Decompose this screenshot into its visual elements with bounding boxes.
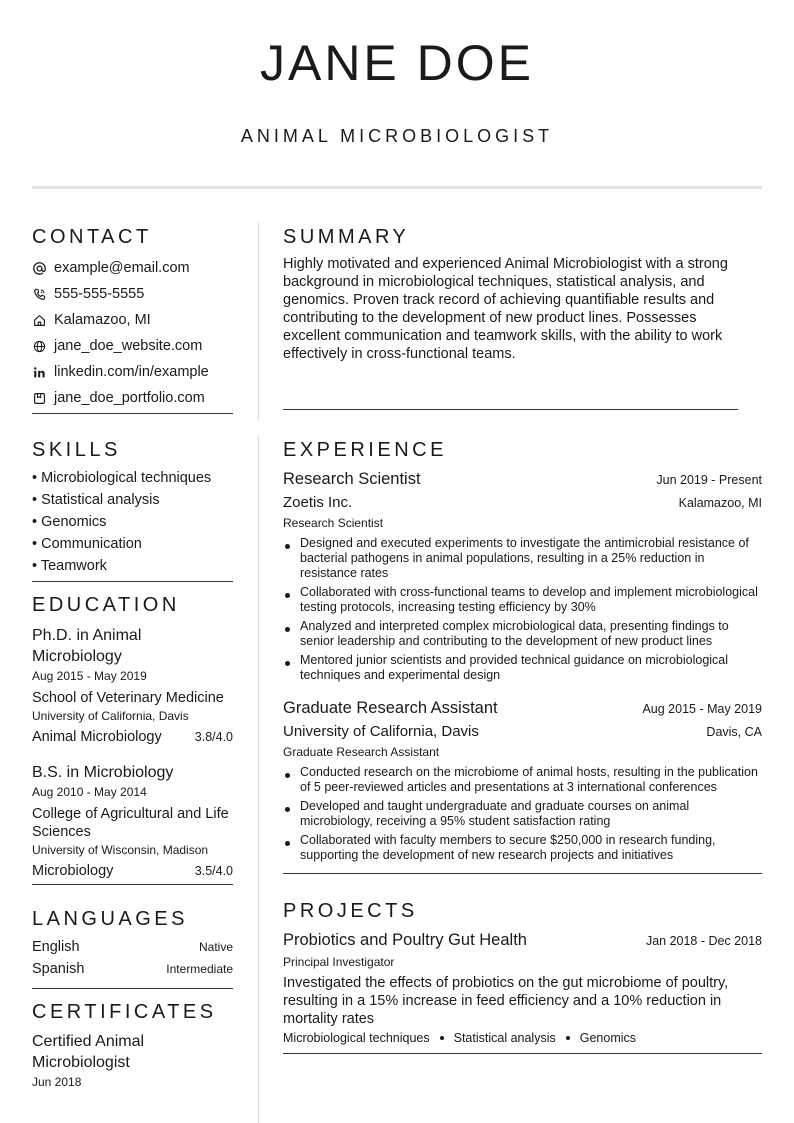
experience-heading: EXPERIENCE	[283, 439, 447, 461]
job-bullets	[283, 765, 762, 863]
contact-phone-text: 555-555-5555	[54, 286, 145, 302]
summary-section	[283, 224, 747, 410]
candidate-title: ANIMAL MICROBIOLOGIST	[240, 126, 554, 146]
education-field: Microbiology	[32, 863, 114, 879]
projects-section	[283, 898, 762, 1054]
education-university: University of California, Davis	[32, 709, 189, 723]
project-tag: Microbiological techniques	[283, 1031, 430, 1045]
project-description: Investigated the effects of probiotics on the gut microbiome of poultry, resulting in a 15% increase in feed efficiency and a 10% reduction in mortality rates	[283, 975, 729, 1027]
project-role: Principal Investigator	[283, 955, 395, 969]
certificates-heading: CERTIFICATES	[32, 1001, 217, 1023]
project-dates: Jan 2018 - Dec 2018	[645, 934, 762, 948]
language-level: Native	[198, 940, 233, 954]
certificate-entry	[32, 1031, 233, 1092]
skill-item: • Statistical analysis	[32, 492, 160, 508]
skills-section	[32, 437, 233, 582]
job-bullet: Analyzed and interpreted complex microbiological data, presenting findings to senior leadership and contributing to the development of new product lines	[283, 619, 762, 649]
skills-heading: SKILLS	[32, 439, 121, 461]
column-divider-bottom	[258, 436, 259, 1123]
skill-item: • Communication	[32, 536, 142, 552]
language-level: Intermediate	[166, 962, 233, 976]
education-section	[32, 592, 233, 885]
education-entry	[32, 762, 233, 880]
phone-icon	[32, 287, 47, 302]
candidate-name: JANE DOE	[259, 35, 535, 91]
column-divider-top	[258, 222, 259, 420]
tag-separator-dot	[566, 1036, 570, 1040]
certificate-name: Certified Animal Microbiologist	[32, 1033, 145, 1071]
projects-heading: PROJECTS	[283, 900, 418, 922]
education-university: University of Wisconsin, Madison	[32, 843, 209, 857]
certificates-section	[32, 999, 233, 1092]
job-company: Zoetis Inc.	[283, 494, 353, 511]
contact-portfolio-text: jane_doe_portfolio.com	[54, 390, 205, 406]
job-title: Research Scientist	[283, 470, 421, 488]
education-heading: EDUCATION	[32, 594, 180, 616]
language-item	[32, 958, 233, 980]
education-degree: B.S. in Microbiology	[32, 764, 174, 781]
contact-website[interactable]	[32, 333, 233, 359]
job-title: Graduate Research Assistant	[283, 699, 498, 717]
skill-item: • Teamwork	[32, 558, 107, 574]
contact-phone[interactable]	[32, 281, 233, 307]
job-location: Davis, CA	[706, 725, 762, 739]
skill-item: • Microbiological techniques	[32, 470, 212, 486]
globe-icon	[32, 339, 47, 354]
education-school: College of Agricultural and Life Sciences	[32, 806, 229, 840]
summary-divider	[283, 409, 738, 410]
experience-section	[283, 437, 762, 874]
home-icon	[32, 313, 47, 328]
project-tag: Genomics	[579, 1031, 637, 1045]
project-title: Probiotics and Poultry Gut Health	[283, 931, 527, 949]
contact-linkedin[interactable]	[32, 359, 233, 385]
contact-location	[32, 307, 233, 333]
job-entry	[283, 697, 762, 874]
job-bullet: Collaborated with faculty members to secure $250,000 in research funding, supporting the development of new research projects and initiatives	[283, 833, 762, 863]
education-gpa: 3.5/4.0	[194, 864, 233, 878]
education-gpa: 3.8/4.0	[194, 730, 233, 744]
languages-heading: LANGUAGES	[32, 908, 188, 930]
job-dates: Jun 2019 - Present	[656, 473, 762, 487]
language-item	[32, 936, 233, 958]
job-bullet: Developed and taught undergraduate and graduate courses on animal microbiology, receiving a 95% student satisfaction rating	[283, 799, 762, 829]
language-name: English	[32, 939, 80, 955]
language-name: Spanish	[32, 961, 85, 977]
job-entry	[283, 468, 762, 683]
contact-portfolio[interactable]	[32, 385, 233, 411]
contact-email[interactable]	[32, 255, 233, 281]
contact-email-text: example@email.com	[54, 260, 190, 276]
project-entry	[283, 929, 762, 1054]
project-tags	[283, 1031, 762, 1045]
project-tag: Statistical analysis	[453, 1031, 556, 1045]
job-location: Kalamazoo, MI	[678, 496, 762, 510]
education-degree: Ph.D. in Animal Microbiology	[32, 627, 142, 665]
tag-separator-dot	[440, 1036, 444, 1040]
header-divider	[32, 186, 762, 189]
skill-item: • Genomics	[32, 514, 107, 530]
job-bullet: Collaborated with cross-functional teams to develop and implement microbiological testing protocols, increasing testing efficiency by 30%	[283, 585, 762, 615]
job-role: Graduate Research Assistant	[283, 745, 440, 759]
certificate-date: Jun 2018	[32, 1075, 82, 1089]
job-company: University of California, Davis	[283, 723, 479, 740]
portfolio-icon	[32, 391, 47, 406]
education-dates: Aug 2010 - May 2014	[32, 785, 147, 799]
job-bullets	[283, 536, 762, 683]
contact-location-text: Kalamazoo, MI	[54, 312, 151, 328]
job-bullet: Mentored junior scientists and provided technical guidance on microbiological techniques and experimental design	[283, 653, 762, 683]
contact-section	[32, 224, 233, 414]
linkedin-icon	[32, 365, 47, 380]
education-field: Animal Microbiology	[32, 729, 162, 745]
at-icon	[32, 261, 47, 276]
summary-heading: SUMMARY	[283, 226, 410, 248]
contact-heading: CONTACT	[32, 226, 152, 248]
job-dates: Aug 2015 - May 2019	[642, 702, 762, 716]
contact-website-text: jane_doe_website.com	[54, 338, 203, 354]
education-dates: Aug 2015 - May 2019	[32, 669, 147, 683]
job-role: Research Scientist	[283, 516, 384, 530]
summary-text: Highly motivated and experienced Animal Microbiologist with a strong background in microbiological techniques, statistical analysis, and genomics. Proven track record of achieving quantifiable results and contributing to the development of new product lines. Possesses excellent communication and teamwork skills, with the ability to work effectively in cross-functional teams.	[283, 256, 728, 362]
contact-linkedin-text: linkedin.com/in/example	[54, 364, 209, 380]
job-bullet: Designed and executed experiments to investigate the antimicrobial resistance of bacterial pathogens in animal populations, resulting in a 25% reduction in resistance rates	[283, 536, 762, 581]
education-entry	[32, 625, 233, 746]
job-bullet: Conducted research on the microbiome of animal hosts, resulting in the publication of 5 peer-reviewed articles and presentations at 3 international conferences	[283, 765, 762, 795]
education-school: School of Veterinary Medicine	[32, 690, 224, 706]
languages-section	[32, 906, 233, 989]
